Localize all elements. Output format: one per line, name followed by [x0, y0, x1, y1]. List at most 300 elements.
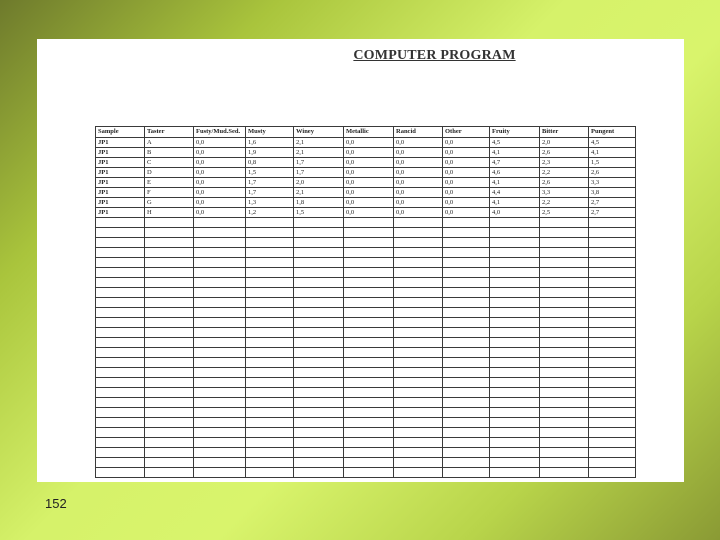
table-cell — [246, 348, 294, 358]
table-cell: 0,0 — [443, 198, 490, 208]
table-cell — [194, 378, 246, 388]
column-header: Winey — [294, 127, 344, 138]
table-cell — [294, 318, 344, 328]
table-cell: 4,6 — [490, 168, 540, 178]
table-cell — [394, 348, 443, 358]
empty-table-row — [96, 398, 636, 408]
table-cell — [443, 308, 490, 318]
table-cell — [540, 448, 589, 458]
table-cell — [394, 458, 443, 468]
empty-table-row — [96, 288, 636, 298]
table-cell — [344, 368, 394, 378]
table-cell: 1,6 — [246, 138, 294, 148]
table-cell — [194, 448, 246, 458]
table-cell: 1,5 — [246, 168, 294, 178]
table-cell — [540, 338, 589, 348]
table-header-row — [96, 127, 636, 138]
table-cell — [344, 388, 394, 398]
table-cell — [443, 428, 490, 438]
table-cell — [194, 258, 246, 268]
table-cell — [194, 338, 246, 348]
table-cell — [246, 218, 294, 228]
table-cell — [145, 468, 194, 478]
table-cell — [96, 288, 145, 298]
table-cell — [344, 218, 394, 228]
table-cell — [394, 308, 443, 318]
table-cell — [394, 268, 443, 278]
table-cell — [589, 418, 636, 428]
table-cell — [540, 378, 589, 388]
table-cell — [96, 248, 145, 258]
table-cell — [394, 338, 443, 348]
table-cell — [344, 228, 394, 238]
table-cell — [294, 248, 344, 258]
table-cell — [96, 428, 145, 438]
table-cell: 0,0 — [443, 158, 490, 168]
table-cell — [246, 468, 294, 478]
table-cell — [344, 268, 394, 278]
table-cell — [589, 368, 636, 378]
table-cell — [145, 288, 194, 298]
table-cell: 3,3 — [589, 178, 636, 188]
table-cell — [443, 378, 490, 388]
table-cell — [145, 248, 194, 258]
table-cell — [194, 268, 246, 278]
table-cell — [96, 238, 145, 248]
table-row — [96, 208, 636, 218]
table-cell — [96, 218, 145, 228]
table-cell — [394, 238, 443, 248]
table-cell — [294, 288, 344, 298]
table-row — [96, 138, 636, 148]
table-cell: 0,0 — [344, 198, 394, 208]
empty-table-row — [96, 438, 636, 448]
empty-table-row — [96, 318, 636, 328]
table-cell — [589, 308, 636, 318]
table-cell: A — [145, 138, 194, 148]
empty-table-row — [96, 468, 636, 478]
table-cell — [246, 438, 294, 448]
table-cell — [194, 388, 246, 398]
table-cell — [394, 438, 443, 448]
empty-table-row — [96, 308, 636, 318]
table-cell: 0,0 — [394, 178, 443, 188]
table-cell — [443, 468, 490, 478]
table-cell — [96, 268, 145, 278]
table-cell — [490, 338, 540, 348]
table-cell — [540, 258, 589, 268]
table-row — [96, 198, 636, 208]
table-cell: 0,0 — [194, 208, 246, 218]
table-cell: 0,0 — [443, 178, 490, 188]
table-cell: 0,0 — [344, 138, 394, 148]
table-cell — [394, 328, 443, 338]
table-cell — [194, 418, 246, 428]
table-cell: 2,2 — [540, 198, 589, 208]
table-cell — [589, 448, 636, 458]
table-cell — [96, 298, 145, 308]
table-cell: 2,1 — [294, 138, 344, 148]
table-cell — [294, 278, 344, 288]
data-table — [95, 126, 636, 478]
empty-table-row — [96, 418, 636, 428]
table-cell: E — [145, 178, 194, 188]
table-cell — [443, 258, 490, 268]
empty-table-row — [96, 298, 636, 308]
table-cell — [443, 228, 490, 238]
table-cell — [294, 348, 344, 358]
table-cell — [294, 388, 344, 398]
table-cell — [540, 228, 589, 238]
table-cell — [589, 238, 636, 248]
table-cell — [294, 358, 344, 368]
empty-table-row — [96, 388, 636, 398]
table-cell — [394, 258, 443, 268]
table-cell — [490, 258, 540, 268]
table-cell — [246, 238, 294, 248]
table-cell — [246, 408, 294, 418]
table-cell — [490, 278, 540, 288]
table-cell — [490, 298, 540, 308]
table-cell — [145, 398, 194, 408]
table-cell — [443, 458, 490, 468]
table-cell — [246, 378, 294, 388]
table-cell — [443, 238, 490, 248]
table-cell: 2,6 — [540, 178, 589, 188]
table-cell — [394, 428, 443, 438]
table-cell — [490, 428, 540, 438]
column-header: Taster — [145, 127, 194, 138]
table-cell: 1,5 — [589, 158, 636, 168]
table-cell — [145, 308, 194, 318]
table-cell: 2,5 — [540, 208, 589, 218]
table-cell — [96, 398, 145, 408]
table-cell — [96, 348, 145, 358]
table-cell — [246, 338, 294, 348]
table-cell — [394, 228, 443, 238]
table-cell — [443, 218, 490, 228]
table-cell — [540, 468, 589, 478]
table-cell — [394, 448, 443, 458]
table-cell — [145, 228, 194, 238]
table-cell — [145, 418, 194, 428]
table-cell: D — [145, 168, 194, 178]
table-cell — [194, 348, 246, 358]
table-cell: G — [145, 198, 194, 208]
table-cell — [443, 348, 490, 358]
table-cell — [490, 288, 540, 298]
table-cell: 0,0 — [394, 158, 443, 168]
empty-table-row — [96, 278, 636, 288]
table-cell — [540, 248, 589, 258]
table-cell — [194, 408, 246, 418]
table-cell — [145, 378, 194, 388]
table-cell: 4,5 — [589, 138, 636, 148]
table-cell: 0,0 — [394, 148, 443, 158]
table-cell — [294, 238, 344, 248]
table-cell — [589, 428, 636, 438]
table-cell — [96, 458, 145, 468]
column-header: Bitter — [540, 127, 589, 138]
table-cell — [246, 288, 294, 298]
table-cell — [246, 268, 294, 278]
table-cell — [194, 308, 246, 318]
table-cell — [490, 458, 540, 468]
table-cell — [490, 268, 540, 278]
table-cell: 2,1 — [294, 188, 344, 198]
table-cell — [443, 358, 490, 368]
table-cell — [194, 318, 246, 328]
table-cell — [490, 468, 540, 478]
table-cell — [294, 418, 344, 428]
table-cell — [589, 358, 636, 368]
empty-table-row — [96, 248, 636, 258]
table-cell: 2,0 — [540, 138, 589, 148]
table-cell — [394, 218, 443, 228]
table-cell — [490, 328, 540, 338]
table-cell — [344, 318, 394, 328]
table-cell: 0,0 — [194, 158, 246, 168]
table-cell: 4,7 — [490, 158, 540, 168]
empty-table-row — [96, 228, 636, 238]
table-cell — [246, 418, 294, 428]
table-cell — [294, 438, 344, 448]
table-cell — [344, 298, 394, 308]
table-row — [96, 188, 636, 198]
table-cell — [145, 318, 194, 328]
table-cell — [194, 328, 246, 338]
empty-table-row — [96, 348, 636, 358]
table-cell — [145, 278, 194, 288]
table-cell — [540, 288, 589, 298]
table-cell — [246, 428, 294, 438]
table-cell — [490, 348, 540, 358]
table-cell — [540, 308, 589, 318]
table-cell — [145, 438, 194, 448]
table-cell: 0,0 — [194, 188, 246, 198]
table-cell — [96, 338, 145, 348]
table-cell — [294, 378, 344, 388]
table-cell — [589, 398, 636, 408]
table-cell — [145, 388, 194, 398]
table-cell — [194, 468, 246, 478]
table-cell: JP1 — [96, 168, 145, 178]
table-cell — [96, 468, 145, 478]
table-cell — [194, 278, 246, 288]
table-cell — [194, 438, 246, 448]
table-cell: JP1 — [96, 178, 145, 188]
table-cell — [246, 258, 294, 268]
empty-table-row — [96, 218, 636, 228]
table-cell — [145, 258, 194, 268]
table-cell — [394, 298, 443, 308]
table-cell: 0,0 — [194, 198, 246, 208]
table-cell: 1,9 — [246, 148, 294, 158]
table-cell — [344, 278, 394, 288]
table-cell — [394, 278, 443, 288]
table-cell — [443, 318, 490, 328]
table-cell — [294, 328, 344, 338]
table-cell — [540, 238, 589, 248]
table-cell: 0,0 — [394, 208, 443, 218]
table-cell: 0,0 — [443, 148, 490, 158]
table-cell — [96, 318, 145, 328]
column-header: Musty — [246, 127, 294, 138]
table-cell — [394, 418, 443, 428]
table-cell — [96, 258, 145, 268]
table-cell — [294, 368, 344, 378]
table-cell — [344, 338, 394, 348]
table-cell: JP1 — [96, 208, 145, 218]
table-cell — [394, 368, 443, 378]
table-cell — [443, 298, 490, 308]
empty-table-row — [96, 328, 636, 338]
table-cell: 0,0 — [443, 168, 490, 178]
table-cell — [540, 428, 589, 438]
table-cell: 4,1 — [490, 178, 540, 188]
empty-table-row — [96, 258, 636, 268]
table-cell: 2,1 — [294, 148, 344, 158]
table-cell: 2,6 — [589, 168, 636, 178]
table-cell — [589, 328, 636, 338]
table-cell — [145, 428, 194, 438]
table-cell — [589, 338, 636, 348]
table-cell — [194, 238, 246, 248]
table-cell — [344, 348, 394, 358]
table-cell — [490, 408, 540, 418]
table-cell — [194, 358, 246, 368]
column-header: Pungent — [589, 127, 636, 138]
table-cell — [145, 368, 194, 378]
table-cell — [490, 398, 540, 408]
table-cell — [589, 388, 636, 398]
table-cell — [96, 358, 145, 368]
table-cell: F — [145, 188, 194, 198]
table-cell — [294, 398, 344, 408]
table-cell — [540, 328, 589, 338]
table-cell — [443, 368, 490, 378]
table-cell: 0,0 — [443, 208, 490, 218]
table-cell: JP1 — [96, 158, 145, 168]
table-cell — [490, 368, 540, 378]
table-cell — [344, 238, 394, 248]
table-cell — [443, 338, 490, 348]
table-cell: 1,7 — [246, 178, 294, 188]
table-cell — [540, 348, 589, 358]
table-cell — [443, 268, 490, 278]
table-cell — [344, 468, 394, 478]
table-cell: JP1 — [96, 198, 145, 208]
table-cell: 4,4 — [490, 188, 540, 198]
table-cell — [443, 448, 490, 458]
empty-table-row — [96, 378, 636, 388]
empty-table-row — [96, 408, 636, 418]
empty-table-row — [96, 268, 636, 278]
table-cell — [194, 248, 246, 258]
table-cell — [443, 278, 490, 288]
table-cell — [145, 238, 194, 248]
table-cell — [589, 348, 636, 358]
table-cell — [344, 378, 394, 388]
table-cell — [246, 318, 294, 328]
table-cell — [246, 278, 294, 288]
table-cell — [443, 438, 490, 448]
table-cell — [394, 358, 443, 368]
empty-table-row — [96, 448, 636, 458]
table-cell — [194, 218, 246, 228]
table-cell — [589, 258, 636, 268]
table-cell — [96, 228, 145, 238]
table-cell — [194, 428, 246, 438]
table-cell — [96, 278, 145, 288]
empty-table-row — [96, 238, 636, 248]
table-cell — [540, 298, 589, 308]
table-cell — [443, 398, 490, 408]
table-cell: 0,8 — [246, 158, 294, 168]
column-header: Metallic — [344, 127, 394, 138]
table-cell — [589, 408, 636, 418]
table-cell: 2,3 — [540, 158, 589, 168]
table-cell — [589, 298, 636, 308]
table-cell — [344, 308, 394, 318]
table-cell — [490, 378, 540, 388]
table-cell — [294, 338, 344, 348]
table-cell — [145, 268, 194, 278]
table-cell — [394, 288, 443, 298]
table-cell — [394, 248, 443, 258]
table-cell — [344, 438, 394, 448]
document-page — [37, 39, 684, 482]
table-cell: 1,2 — [246, 208, 294, 218]
table-cell: 0,0 — [394, 188, 443, 198]
column-header: Fruity — [490, 127, 540, 138]
table-row — [96, 158, 636, 168]
table-cell — [96, 368, 145, 378]
table-cell: 0,0 — [394, 138, 443, 148]
table-cell: 2,2 — [540, 168, 589, 178]
table-cell — [589, 288, 636, 298]
table-cell — [540, 408, 589, 418]
table-cell: 1,7 — [294, 168, 344, 178]
table-cell — [344, 418, 394, 428]
table-cell: 0,0 — [344, 178, 394, 188]
table-cell: 4,1 — [589, 148, 636, 158]
table-cell — [294, 268, 344, 278]
table-cell — [145, 338, 194, 348]
table-cell: JP1 — [96, 138, 145, 148]
table-cell — [490, 248, 540, 258]
table-cell — [344, 398, 394, 408]
table-cell: B — [145, 148, 194, 158]
table-cell: 0,0 — [344, 168, 394, 178]
table-cell — [96, 328, 145, 338]
table-cell — [294, 448, 344, 458]
table-cell — [490, 308, 540, 318]
table-cell — [344, 428, 394, 438]
table-cell: 0,0 — [194, 138, 246, 148]
table-cell — [443, 328, 490, 338]
table-cell: 2,6 — [540, 148, 589, 158]
table-cell — [540, 458, 589, 468]
table-cell — [394, 378, 443, 388]
table-cell — [246, 328, 294, 338]
empty-table-row — [96, 338, 636, 348]
table-cell — [589, 468, 636, 478]
table-cell — [96, 388, 145, 398]
table-cell — [96, 308, 145, 318]
table-cell — [246, 248, 294, 258]
table-cell: 1,7 — [246, 188, 294, 198]
